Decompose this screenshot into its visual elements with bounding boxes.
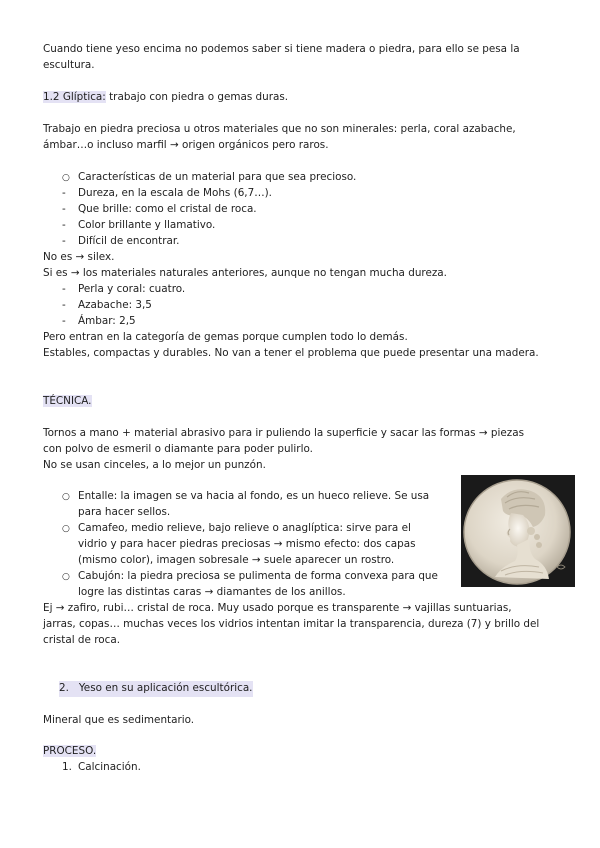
gliptica-heading-rest: trabajo con piedra o gemas duras. (105, 91, 289, 103)
dash-icon: - (62, 187, 66, 199)
gliptica-heading: 1.2 Glíptica: (43, 91, 106, 103)
step-calcinacion: Calcinación. (78, 761, 141, 773)
gliptica-heading-line (43, 90, 288, 106)
precious-criteria-bullet: Características de un material para que sea precioso. (78, 171, 357, 183)
yeso-heading-line (59, 681, 253, 697)
yeso-heading: Yeso en su aplicación escultórica. (78, 682, 253, 694)
si-es-line: Si es → los materiales naturales anteriores, aunque no tengan mucha dureza. (43, 267, 447, 279)
camafeo-line-2: vidrio y para hacer piedras preciosas → mismo efecto: dos capas (78, 538, 416, 550)
dash-item: Color brillante y llamativo. (78, 219, 216, 231)
tecnica-paragraph-line-2: con polvo de esmeril o diamante para poder pulirlo. (43, 443, 313, 455)
dash-icon: - (62, 283, 66, 295)
tecnica-paragraph-2: No se usan cinceles, a lo mejor un punzón. (43, 459, 266, 471)
bullet-circle-icon: ○ (62, 524, 70, 534)
dash-icon: - (62, 203, 66, 215)
intro-line-1: Cuando tiene yeso encima no podemos saber si tiene madera o piedra, para ello se pesa la (43, 43, 520, 55)
dash-item: Difícil de encontrar. (78, 235, 180, 247)
ej-line-3: cristal de roca. (43, 634, 120, 646)
proceso-heading: PROCESO. (43, 745, 97, 757)
yeso-paragraph: Mineral que es sedimentario. (43, 714, 195, 726)
no-es-line: No es → silex. (43, 251, 115, 263)
tecnica-paragraph-line-1: Tornos a mano + material abrasivo para ir puliendo la superficie y sacar las formas → piezas (43, 427, 524, 439)
cabujon-line-2: logre las distintas caras → diamantes de los anillos. (78, 586, 346, 598)
cameo-photo (461, 475, 575, 587)
tecnica-heading-line (43, 394, 92, 410)
hardness-item: Perla y coral: cuatro. (78, 283, 186, 295)
dash-icon: - (62, 315, 66, 327)
step-number: 1. (62, 761, 72, 773)
gemas-line: Pero entran en la categoría de gemas porque cumplen todo lo demás. (43, 331, 408, 343)
bullet-circle-icon: ○ (62, 173, 70, 183)
cameo-portrait-icon (461, 475, 575, 587)
estables-line: Estables, compactas y durables. No van a tener el problema que puede presentar una madera. (43, 347, 539, 359)
entalle-line-1: Entalle: la imagen se va hacia al fondo, es un hueco relieve. Se usa (78, 490, 430, 502)
dash-item: Que brille: como el cristal de roca. (78, 203, 257, 215)
cabujon-line-1: Cabujón: la piedra preciosa se pulimenta de forma convexa para que (78, 570, 438, 582)
hardness-item: Azabache: 3,5 (78, 299, 152, 311)
dash-icon: - (62, 235, 66, 247)
tecnica-heading: TÉCNICA. (43, 395, 92, 407)
bullet-circle-icon: ○ (62, 492, 70, 502)
ej-line-2: jarras, copas… muchas veces los vidrios intentan imitar la transparencia, dureza (7) y brillo del (43, 618, 540, 630)
yeso-heading-number: 2. (59, 682, 69, 694)
hardness-item: Ámbar: 2,5 (78, 315, 136, 327)
dash-icon: - (62, 299, 66, 311)
dash-icon: - (62, 219, 66, 231)
dash-item: Dureza, en la escala de Mohs (6,7…). (78, 187, 272, 199)
gliptica-paragraph-line-2: ámbar…o incluso marfil → origen orgánicos pero raros. (43, 139, 329, 151)
camafeo-line-3: (mismo color), imagen sobresale → suele aparecer un rostro. (78, 554, 395, 566)
intro-line-2: escultura. (43, 59, 95, 71)
proceso-heading-line (43, 744, 96, 760)
camafeo-line-1: Camafeo, medio relieve, bajo relieve o anaglíptica: sirve para el (78, 522, 411, 534)
gliptica-paragraph-line-1: Trabajo en piedra preciosa u otros materiales que no son minerales: perla, coral azabache, (43, 123, 516, 135)
bullet-circle-icon: ○ (62, 572, 70, 582)
ej-line-1: Ej → zafiro, rubi… cristal de roca. Muy usado porque es transparente → vajillas suntuarias, (43, 602, 512, 614)
entalle-line-2: para hacer sellos. (78, 506, 171, 518)
